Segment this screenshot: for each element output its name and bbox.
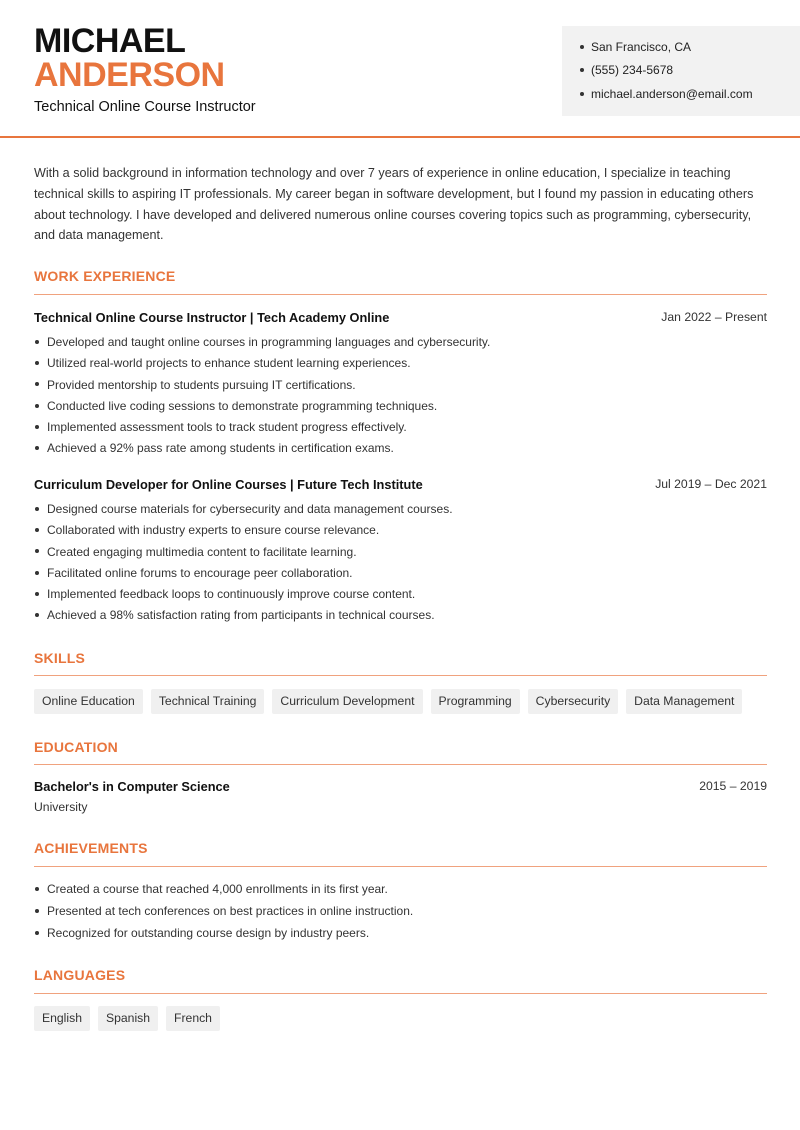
job-bullets [34,332,767,460]
bullet-icon [35,931,39,935]
bullet-icon [35,592,39,596]
bullet-icon [35,571,39,575]
bullet-icon [580,45,584,49]
location-text: San Francisco, CA [591,40,692,54]
bullet-icon [35,361,39,365]
bullet-icon [580,68,584,72]
bullet-text: Achieved a 92% pass rate among students in certification exams. [47,441,394,456]
contact-email[interactable] [580,87,753,101]
skill-chip: Online Education [34,689,143,714]
skill-chip: Curriculum Development [272,689,422,714]
bullet-text: Created engaging multimedia content to facilitate learning. [47,544,357,559]
bullet-icon [35,425,39,429]
bullet-text: Utilized real-world projects to enhance student learning experiences. [47,356,411,371]
contact-phone [580,63,673,77]
section-divider [34,764,767,765]
list-item [34,499,767,520]
bullet-text: Designed course materials for cybersecurity and data management courses. [47,502,453,516]
skill-chip: Data Management [626,689,742,714]
school: University [34,800,88,814]
bullet-text: Presented at tech conferences on best practices in online instruction. [47,904,414,918]
contact-location [580,40,691,54]
bullet-icon [35,446,39,450]
language-chip: English [34,1006,90,1031]
job-title: Technical Online Course Instructor [34,99,256,115]
bullet-icon [35,382,39,386]
section-divider [34,866,767,867]
skill-chip: Technical Training [151,689,265,714]
education-dates: 2015 – 2019 [699,779,767,793]
section-title-skills: SKILLS [34,650,85,666]
skill-chip: Cybersecurity [528,689,619,714]
contact-box [562,26,800,116]
list-item [34,332,767,353]
bullet-text: Achieved a 98% satisfaction rating from participants in technical courses. [47,608,435,623]
list-item [34,605,767,626]
bullet-icon [35,909,39,913]
skill-chip: Programming [431,689,520,714]
section-title-languages: LANGUAGES [34,967,126,983]
section-divider [34,675,767,676]
achievements-list [34,878,767,944]
list-item [34,878,767,900]
degree: Bachelor's in Computer Science [34,779,230,794]
section-title-work: WORK EXPERIENCE [34,268,176,284]
bullet-icon [35,528,39,532]
bullet-text: Recognized for outstanding course design by industry peers. [47,926,370,940]
bullet-text: Implemented assessment tools to track student progress effectively. [47,420,407,435]
section-title-education: EDUCATION [34,739,118,755]
bullet-text: Provided mentorship to students pursuing IT certifications. [47,377,356,392]
bullet-icon [35,613,39,617]
bullet-text: Developed and taught online courses in programming languages and cybersecurity. [47,335,491,349]
skills-list [34,689,742,714]
bullet-icon [35,887,39,891]
bullet-text: Conducted live coding sessions to demonstrate programming techniques. [47,398,438,413]
bullet-icon [580,92,584,96]
list-item [34,900,767,922]
job-dates: Jan 2022 – Present [661,310,767,324]
bullet-icon [35,404,39,408]
profile-summary: With a solid background in information technology and over 7 years of experience in online education, I specialize in teaching technical skills to aspiring IT professionals. My career began in software development, but I found my passion in educating others about technology. I have developed and delivered numerous online courses covering topics such as programming, cybersecurity, and data management. [34,166,754,243]
section-divider [34,294,767,295]
bullet-text: Collaborated with industry experts to ensure course relevance. [47,523,380,538]
list-item [34,584,767,605]
list-item [34,438,767,459]
job-heading: Technical Online Course Instructor | Tech Academy Online [34,310,390,325]
last-name: ANDERSON [34,56,225,94]
section-divider [34,993,767,994]
list-item [34,922,767,944]
list-item [34,375,767,396]
section-title-achievements: ACHIEVEMENTS [34,840,148,856]
job-dates: Jul 2019 – Dec 2021 [655,477,767,491]
language-chip: Spanish [98,1006,158,1031]
resume-header [0,0,800,138]
bullet-icon [35,507,39,511]
bullet-icon [35,340,39,344]
list-item [34,542,767,563]
list-item [34,396,767,417]
bullet-icon [35,549,39,553]
bullet-text: Facilitated online forums to encourage peer collaboration. [47,565,353,580]
list-item [34,417,767,438]
languages-list [34,1006,220,1031]
bullet-text: Implemented feedback loops to continuously improve course content. [47,587,416,602]
phone-text: (555) 234-5678 [591,63,674,77]
job-heading: Curriculum Developer for Online Courses | Future Tech Institute [34,477,423,492]
first-name: MICHAEL [34,22,186,60]
email-text[interactable]: michael.anderson@email.com [591,87,753,101]
list-item [34,563,767,584]
language-chip: French [166,1006,220,1031]
bullet-text: Created a course that reached 4,000 enrollments in its first year. [47,882,388,896]
job-bullets [34,499,767,627]
list-item [34,520,767,541]
list-item [34,353,767,374]
